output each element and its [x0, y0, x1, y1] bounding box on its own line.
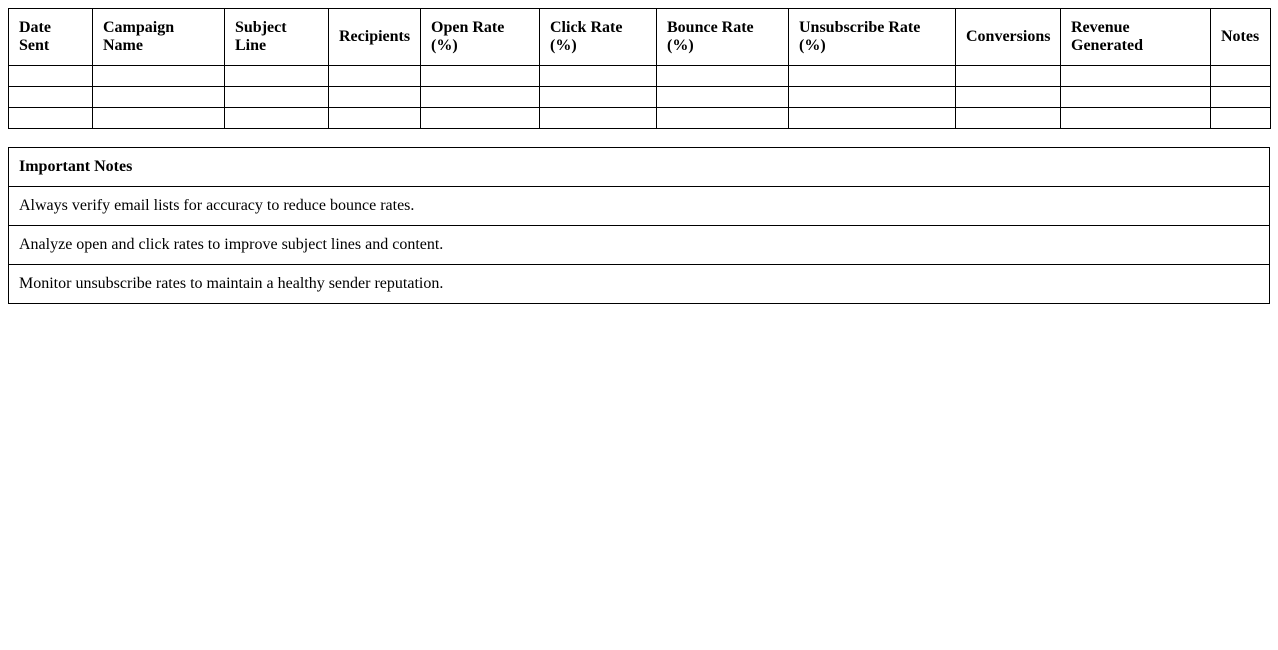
- table-cell[interactable]: [657, 87, 789, 108]
- table-cell[interactable]: [956, 87, 1061, 108]
- table-cell[interactable]: [789, 66, 956, 87]
- table-cell[interactable]: [329, 87, 421, 108]
- table-cell[interactable]: [421, 87, 540, 108]
- table-cell[interactable]: [1211, 66, 1271, 87]
- column-header-revenue-generated: Revenue Generated: [1061, 9, 1211, 66]
- table-cell[interactable]: [540, 87, 657, 108]
- table-cell[interactable]: [1061, 66, 1211, 87]
- note-text: Analyze open and click rates to improve subject lines and content.: [9, 226, 1270, 265]
- table-cell[interactable]: [421, 108, 540, 129]
- table-cell[interactable]: [93, 108, 225, 129]
- table-cell[interactable]: [540, 66, 657, 87]
- table-cell[interactable]: [1061, 108, 1211, 129]
- table-cell[interactable]: [956, 66, 1061, 87]
- table-cell[interactable]: [329, 66, 421, 87]
- column-header-click-rate: Click Rate (%): [540, 9, 657, 66]
- column-header-conversions: Conversions: [956, 9, 1061, 66]
- table-cell[interactable]: [1211, 108, 1271, 129]
- column-header-recipients: Recipients: [329, 9, 421, 66]
- table-header-row: [9, 9, 1271, 66]
- table-cell[interactable]: [9, 108, 93, 129]
- table-cell[interactable]: [1061, 87, 1211, 108]
- email-campaign-tracking-table: [8, 8, 1271, 129]
- table-row: [9, 66, 1271, 87]
- table-cell[interactable]: [789, 108, 956, 129]
- table-cell[interactable]: [93, 87, 225, 108]
- table-cell[interactable]: [225, 108, 329, 129]
- table-cell[interactable]: [657, 66, 789, 87]
- table-cell[interactable]: [657, 108, 789, 129]
- table-cell[interactable]: [956, 108, 1061, 129]
- column-header-date-sent: Date Sent: [9, 9, 93, 66]
- table-cell[interactable]: [9, 66, 93, 87]
- list-item: [9, 226, 1270, 265]
- table-cell[interactable]: [540, 108, 657, 129]
- table-cell[interactable]: [421, 66, 540, 87]
- table-cell[interactable]: [1211, 87, 1271, 108]
- table-cell[interactable]: [93, 66, 225, 87]
- column-header-subject-line: Subject Line: [225, 9, 329, 66]
- column-header-campaign-name: Campaign Name: [93, 9, 225, 66]
- table-row: [9, 87, 1271, 108]
- note-text: Always verify email lists for accuracy to reduce bounce rates.: [9, 187, 1270, 226]
- table-cell[interactable]: [329, 108, 421, 129]
- column-header-open-rate: Open Rate (%): [421, 9, 540, 66]
- note-text: Monitor unsubscribe rates to maintain a healthy sender reputation.: [9, 265, 1270, 304]
- notes-title: Important Notes: [9, 148, 1270, 187]
- notes-header-row: [9, 148, 1270, 187]
- list-item: [9, 187, 1270, 226]
- table-row: [9, 108, 1271, 129]
- important-notes-table: [8, 147, 1270, 304]
- table-cell[interactable]: [789, 87, 956, 108]
- column-header-bounce-rate: Bounce Rate (%): [657, 9, 789, 66]
- column-header-notes: Notes: [1211, 9, 1271, 66]
- table-cell[interactable]: [225, 87, 329, 108]
- list-item: [9, 265, 1270, 304]
- table-cell[interactable]: [225, 66, 329, 87]
- table-cell[interactable]: [9, 87, 93, 108]
- column-header-unsubscribe-rate: Unsubscribe Rate (%): [789, 9, 956, 66]
